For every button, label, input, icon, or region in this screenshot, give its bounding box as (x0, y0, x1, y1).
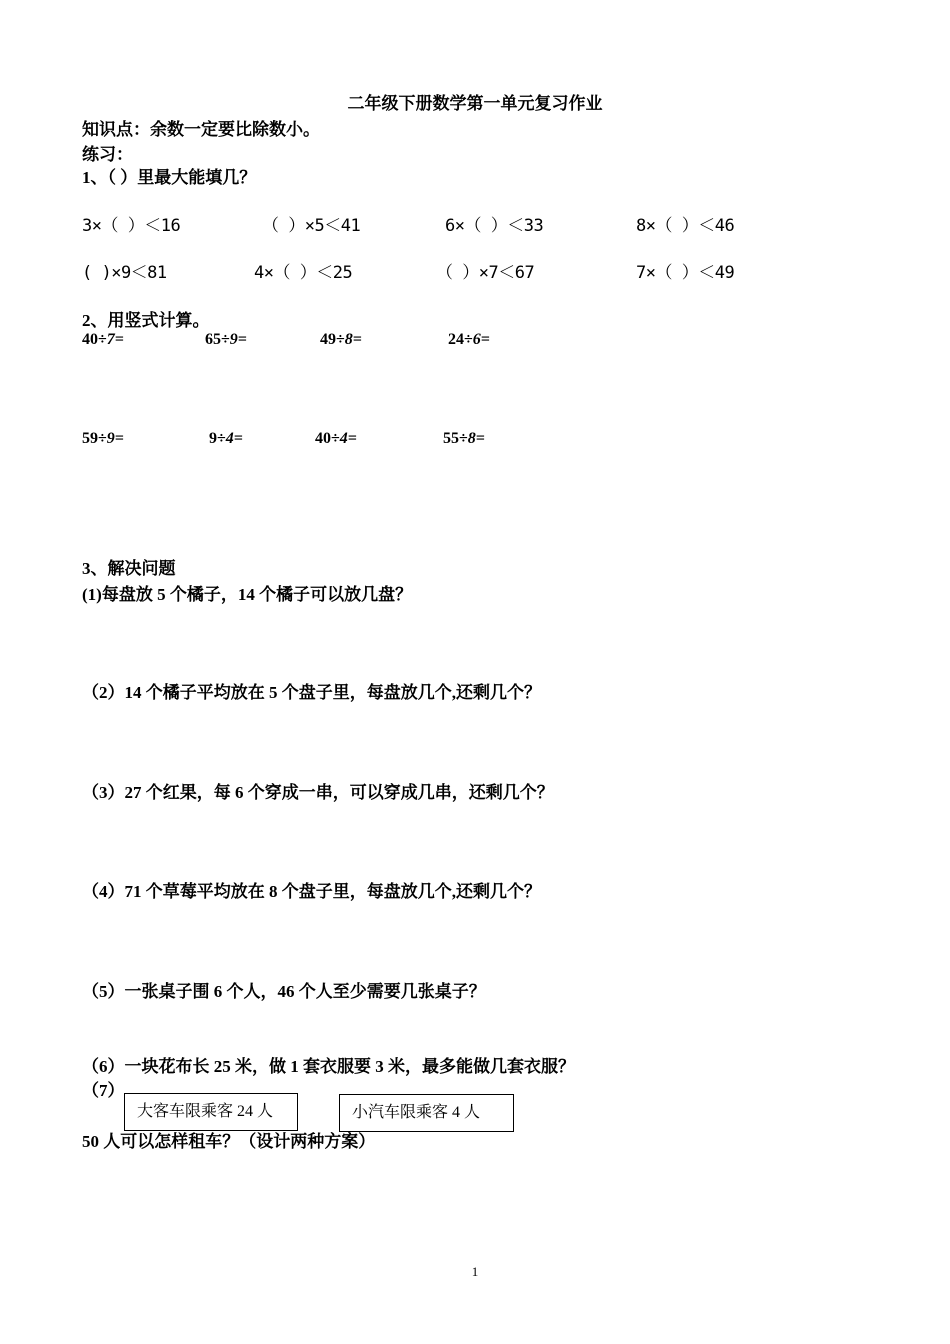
car-capacity-box: 小汽车限乘客 4 人 (339, 1094, 514, 1132)
page-title: 二年级下册数学第一单元复习作业 (347, 94, 603, 113)
q2-heading: 2、用竖式计算。 (82, 311, 210, 330)
q1-heading: 1、（ ）里最大能填几？ (82, 168, 257, 187)
q3-problem-3: （3）27 个红果，每 6 个穿成一串，可以穿成几串，还剩几个？ (82, 783, 554, 802)
q1-item: 4×（ ）＜25 (254, 263, 353, 283)
q3-problem-2: （2）14 个橘子平均放在 5 个盘子里，每盘放几个,还剩几个？ (82, 683, 541, 702)
page-number: 1 (471, 1264, 479, 1279)
q3-problem-7-text: 50 人可以怎样租车？（设计两种方案） (82, 1132, 376, 1151)
knowledge-point: 知识点：余数一定要比除数小。 (82, 120, 320, 139)
q2-calc-item: 55÷8= (443, 430, 485, 447)
q2-calc-item: 65÷9= (205, 331, 247, 348)
practice-label: 练习： (82, 145, 133, 164)
q1-item: （ ）×7＜67 (436, 263, 535, 283)
q2-calc-item: 49÷8= (320, 331, 362, 348)
q2-calc-item: 40÷7= (82, 331, 124, 348)
q1-item: 6×（ ）＜33 (445, 216, 544, 236)
q1-item: 8×（ ）＜46 (636, 216, 735, 236)
q3-problem-7-label: （7） (82, 1081, 125, 1100)
q1-item: 7×（ ）＜49 (636, 263, 735, 283)
q1-item: 3×（ ）＜16 (82, 216, 181, 236)
q2-calc-item: 40÷4= (315, 430, 357, 447)
q2-calc-item: 59÷9= (82, 430, 124, 447)
q1-item: （ ）×5＜41 (262, 216, 361, 236)
q3-heading: 3、解决问题 (82, 559, 176, 578)
q1-item: ( )×9＜81 (82, 263, 167, 283)
q2-calc-item: 24÷6= (448, 331, 490, 348)
q3-problem-6: （6）一块花布长 25 米，做 1 套衣服要 3 米，最多能做几套衣服？ (82, 1057, 575, 1076)
q2-calc-item: 9÷4= (209, 430, 243, 447)
q3-problem-5: （5）一张桌子围 6 个人，46 个人至少需要几张桌子？ (82, 982, 486, 1001)
bus-capacity-box: 大客车限乘客 24 人 (124, 1093, 298, 1131)
q3-problem-1: (1)每盘放 5 个橘子，14 个橘子可以放几盘？ (82, 585, 413, 604)
q3-problem-4: （4）71 个草莓平均放在 8 个盘子里，每盘放几个,还剩几个？ (82, 882, 541, 901)
